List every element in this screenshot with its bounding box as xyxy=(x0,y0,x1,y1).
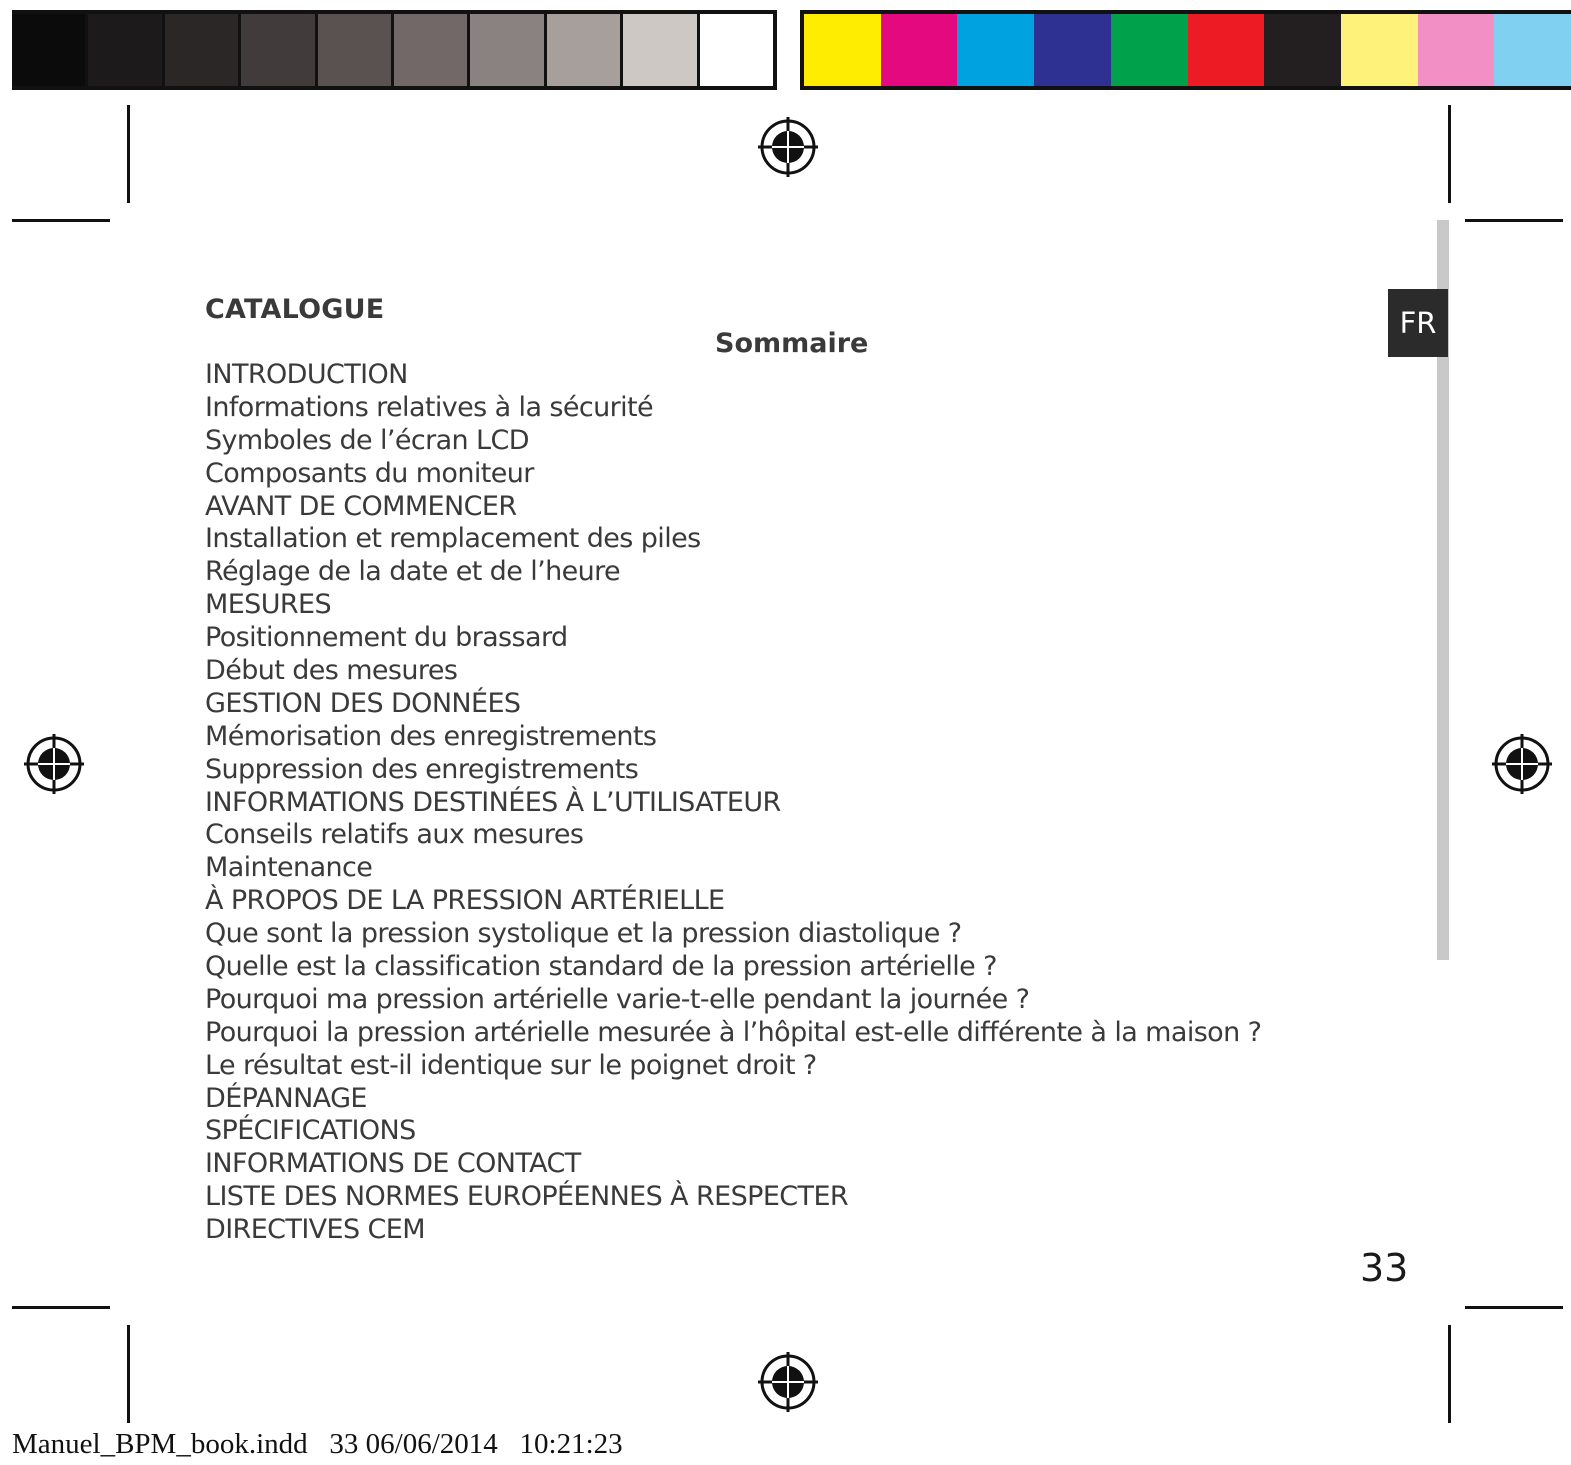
print-slug xyxy=(12,1428,623,1461)
crop-mark-bottom-right-horizontal xyxy=(1465,1306,1563,1309)
toc-item: Positionnement du brassard xyxy=(205,622,568,654)
toc-item: Composants du moniteur xyxy=(205,457,534,489)
toc-item: Quelle est la classification standard de la pression artérielle ? xyxy=(205,951,997,983)
page-subheading: Sommaire xyxy=(715,328,869,359)
toc-item: Suppression des enregistrements xyxy=(205,753,639,785)
registration-target-icon xyxy=(756,1350,820,1414)
language-tab xyxy=(1388,289,1448,357)
grayscale-swatch xyxy=(623,14,699,86)
toc-item: Informations relatives à la sécurité xyxy=(205,391,654,423)
grayscale-swatch xyxy=(470,14,546,86)
toc-item: INTRODUCTION xyxy=(205,359,408,390)
process-color-swatch xyxy=(1341,14,1418,86)
grayscale-swatch xyxy=(700,14,773,86)
crop-mark-top-left-horizontal xyxy=(12,219,110,222)
grayscale-swatch xyxy=(547,14,623,86)
grayscale-swatch xyxy=(318,14,394,86)
toc-item: AVANT DE COMMENCER xyxy=(205,490,517,522)
process-color-bar xyxy=(800,10,1571,90)
toc-item: Maintenance xyxy=(205,852,373,884)
toc-item: MESURES xyxy=(205,589,332,621)
process-color-swatch xyxy=(957,14,1034,86)
crop-mark-bottom-right-vertical xyxy=(1448,1325,1451,1423)
crop-mark-bottom-left-horizontal xyxy=(12,1306,110,1309)
slug-time: 10:21:23 xyxy=(519,1428,623,1460)
toc-item: GESTION DES DONNÉES xyxy=(205,687,521,719)
toc-item: Le résultat est-il identique sur le poignet droit ? xyxy=(205,1049,817,1081)
registration-target-icon xyxy=(22,732,86,796)
process-color-swatch xyxy=(804,14,881,86)
grayscale-color-bar xyxy=(12,10,777,90)
toc-item: Symboles de l’écran LCD xyxy=(205,424,529,456)
crop-mark-top-left-vertical xyxy=(127,105,130,203)
grayscale-swatch xyxy=(165,14,241,86)
toc-item: Installation et remplacement des piles xyxy=(205,523,701,555)
registration-target-icon xyxy=(756,115,820,179)
process-color-swatch xyxy=(1418,14,1495,86)
process-color-swatch xyxy=(1188,14,1265,86)
slug-page: 33 xyxy=(329,1428,359,1460)
toc-item: Début des mesures xyxy=(205,655,458,687)
slug-filename: Manuel_BPM_book.indd xyxy=(12,1428,308,1460)
toc-item: SPÉCIFICATIONS xyxy=(205,1115,416,1147)
language-tab-label: FR xyxy=(1399,306,1437,340)
slug-date: 06/06/2014 xyxy=(365,1428,498,1460)
process-color-swatch xyxy=(1034,14,1111,86)
toc-item: Que sont la pression systolique et la pression diastolique ? xyxy=(205,918,962,950)
registration-target-icon xyxy=(1490,732,1554,796)
toc-item: DIRECTIVES CEM xyxy=(205,1214,425,1246)
page-heading: CATALOGUE xyxy=(205,294,385,325)
grayscale-swatch xyxy=(88,14,164,86)
toc-item: Pourquoi la pression artérielle mesurée à l’hôpital est-elle différente à la maison ? xyxy=(205,1016,1262,1048)
process-color-swatch xyxy=(1494,14,1571,86)
toc-item: DÉPANNAGE xyxy=(205,1082,367,1114)
toc-item: Réglage de la date et de l’heure xyxy=(205,556,621,588)
grayscale-swatch xyxy=(241,14,317,86)
toc-item: INFORMATIONS DE CONTACT xyxy=(205,1148,581,1180)
table-of-contents xyxy=(205,359,1261,1247)
toc-item: À PROPOS DE LA PRESSION ARTÉRIELLE xyxy=(205,885,725,917)
crop-mark-bottom-left-vertical xyxy=(127,1325,130,1423)
crop-mark-top-right-vertical xyxy=(1448,105,1451,203)
toc-item: LISTE DES NORMES EUROPÉENNES À RESPECTER xyxy=(205,1181,849,1213)
toc-item: Conseils relatifs aux mesures xyxy=(205,819,584,851)
grayscale-swatch xyxy=(12,14,88,86)
toc-item: INFORMATIONS DESTINÉES À L’UTILISATEUR xyxy=(205,786,781,818)
process-color-swatch xyxy=(1264,14,1341,86)
page-number: 33 xyxy=(1360,1246,1409,1290)
crop-mark-top-right-horizontal xyxy=(1465,219,1563,222)
toc-item: Mémorisation des enregistrements xyxy=(205,720,657,752)
grayscale-swatch xyxy=(394,14,470,86)
toc-item: Pourquoi ma pression artérielle varie-t-elle pendant la journée ? xyxy=(205,983,1030,1015)
process-color-swatch xyxy=(881,14,958,86)
process-color-swatch xyxy=(1111,14,1188,86)
